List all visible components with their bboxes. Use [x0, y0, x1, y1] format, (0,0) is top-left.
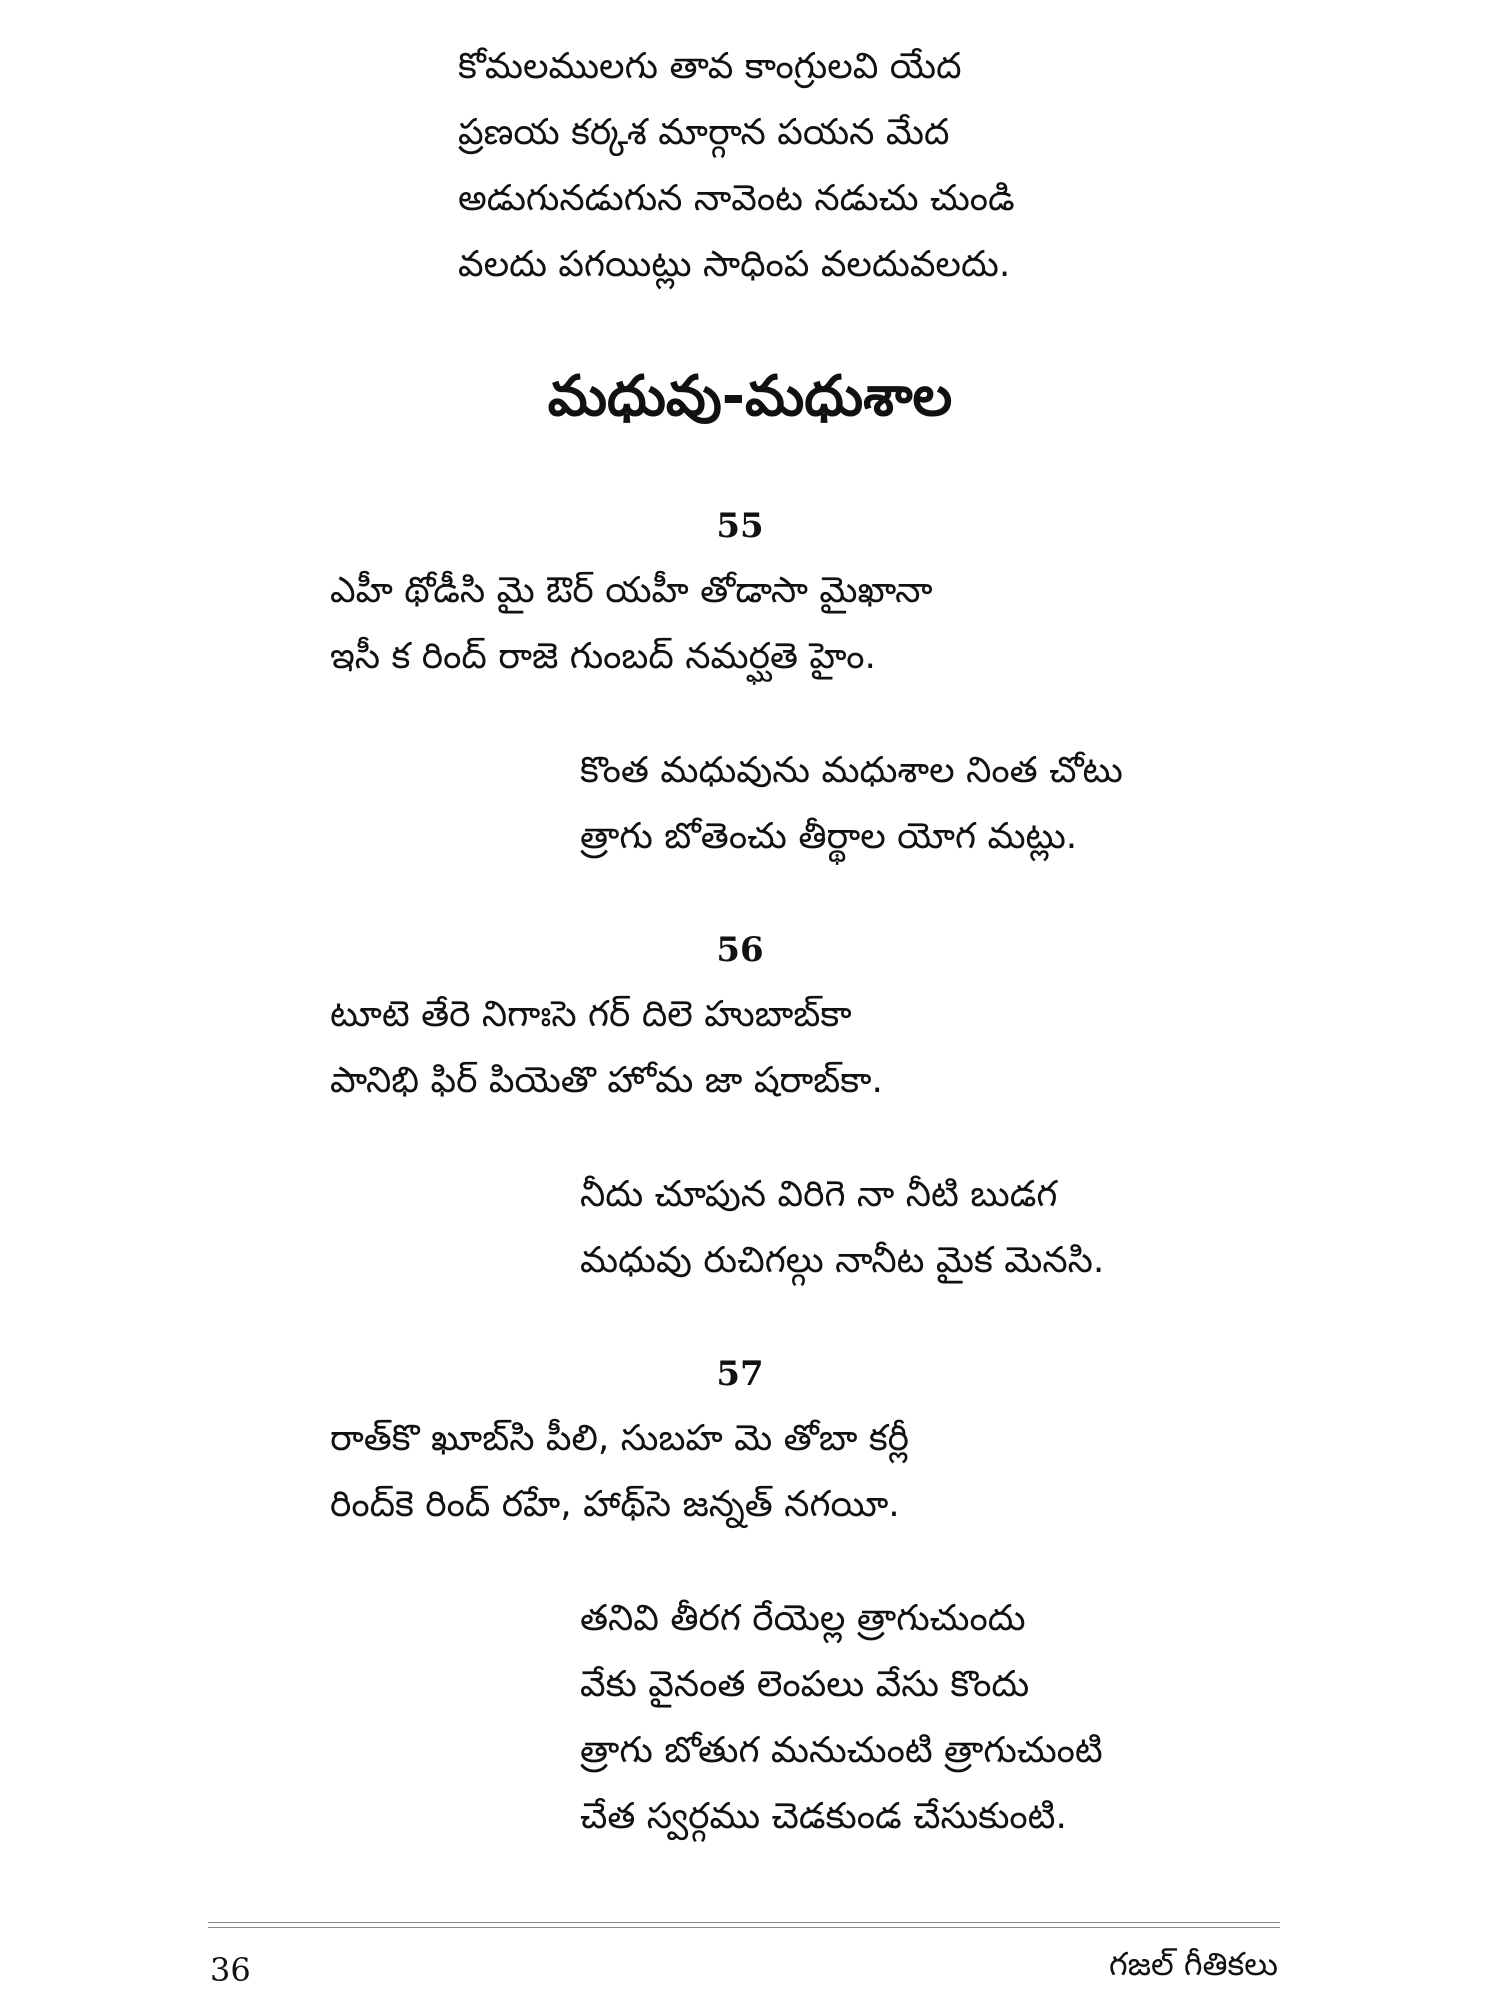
verse-number: 56 [716, 930, 764, 970]
page-number: 36 [210, 1951, 251, 1989]
telugu-line: తనివి తీరగ రేయెల్ల త్రాగుచుందు [580, 1598, 1026, 1639]
stanza-line: ప్రణయ కర్కశ మార్గాన పయన మేద [458, 112, 950, 153]
urdu-line: రాత్‌కొ ఖూబ్‌సి పీలి, సుబహ మె తోబా కర్లీ [330, 1418, 909, 1459]
section-title: మధువు-మధుశాల [547, 364, 953, 429]
telugu-line: చేత స్వర్గము చెడకుండ చేసుకుంటి. [580, 1796, 1067, 1837]
verse-number: 55 [716, 506, 764, 546]
urdu-line: ఇసీ క రింద్ రాజె గుంబద్ నమర్ఘతె హైం. [330, 636, 876, 677]
urdu-line: ఎహీ థోడీసి మై ఔర్ యహీ తోడాసా మైఖానా [330, 570, 933, 611]
stanza-line: కోమలములగు తావ కాంగ్రులవి యేద [458, 46, 962, 87]
telugu-line: త్రాగు బోతెంచు తీర్థాల యోగ మట్లు. [580, 816, 1078, 857]
footer-rule [208, 1922, 1280, 1923]
urdu-line: పానిభి ఫిర్ పియెతొ హోమ జా షరాబ్‌కా. [330, 1060, 883, 1101]
telugu-line: కొంత మధువును మధుశాల నింత చోటు [580, 750, 1123, 791]
telugu-line: మధువు రుచిగల్గు నానీట మైక మెనసి. [580, 1240, 1105, 1281]
stanza-line: వలదు పగయిట్లు సాధింప వలదువలదు. [458, 244, 1011, 285]
verse-number: 57 [716, 1354, 764, 1394]
telugu-line: వేకు వైనంత లెంపలు వేసు కొందు [580, 1664, 1030, 1705]
telugu-line: నీదు చూపున విరిగె నా నీటి బుడగ [580, 1174, 1058, 1215]
stanza-line: అడుగునడుగున నావెంట నడుచు చుండి [458, 178, 1015, 219]
footer-rule [208, 1927, 1280, 1928]
telugu-line: త్రాగు బోతుగ మనుచుంటి త్రాగుచుంటి [580, 1730, 1103, 1771]
urdu-line: రింద్‌కె రింద్ రహే, హాథ్‌సె జన్నత్ నగయీ. [330, 1484, 900, 1525]
running-title: గజల్ గీతికలు [1108, 1945, 1278, 1983]
urdu-line: టూటె తేరె నిగాఃసె గర్ దిలె హుబాబ్‌కా [330, 994, 852, 1035]
